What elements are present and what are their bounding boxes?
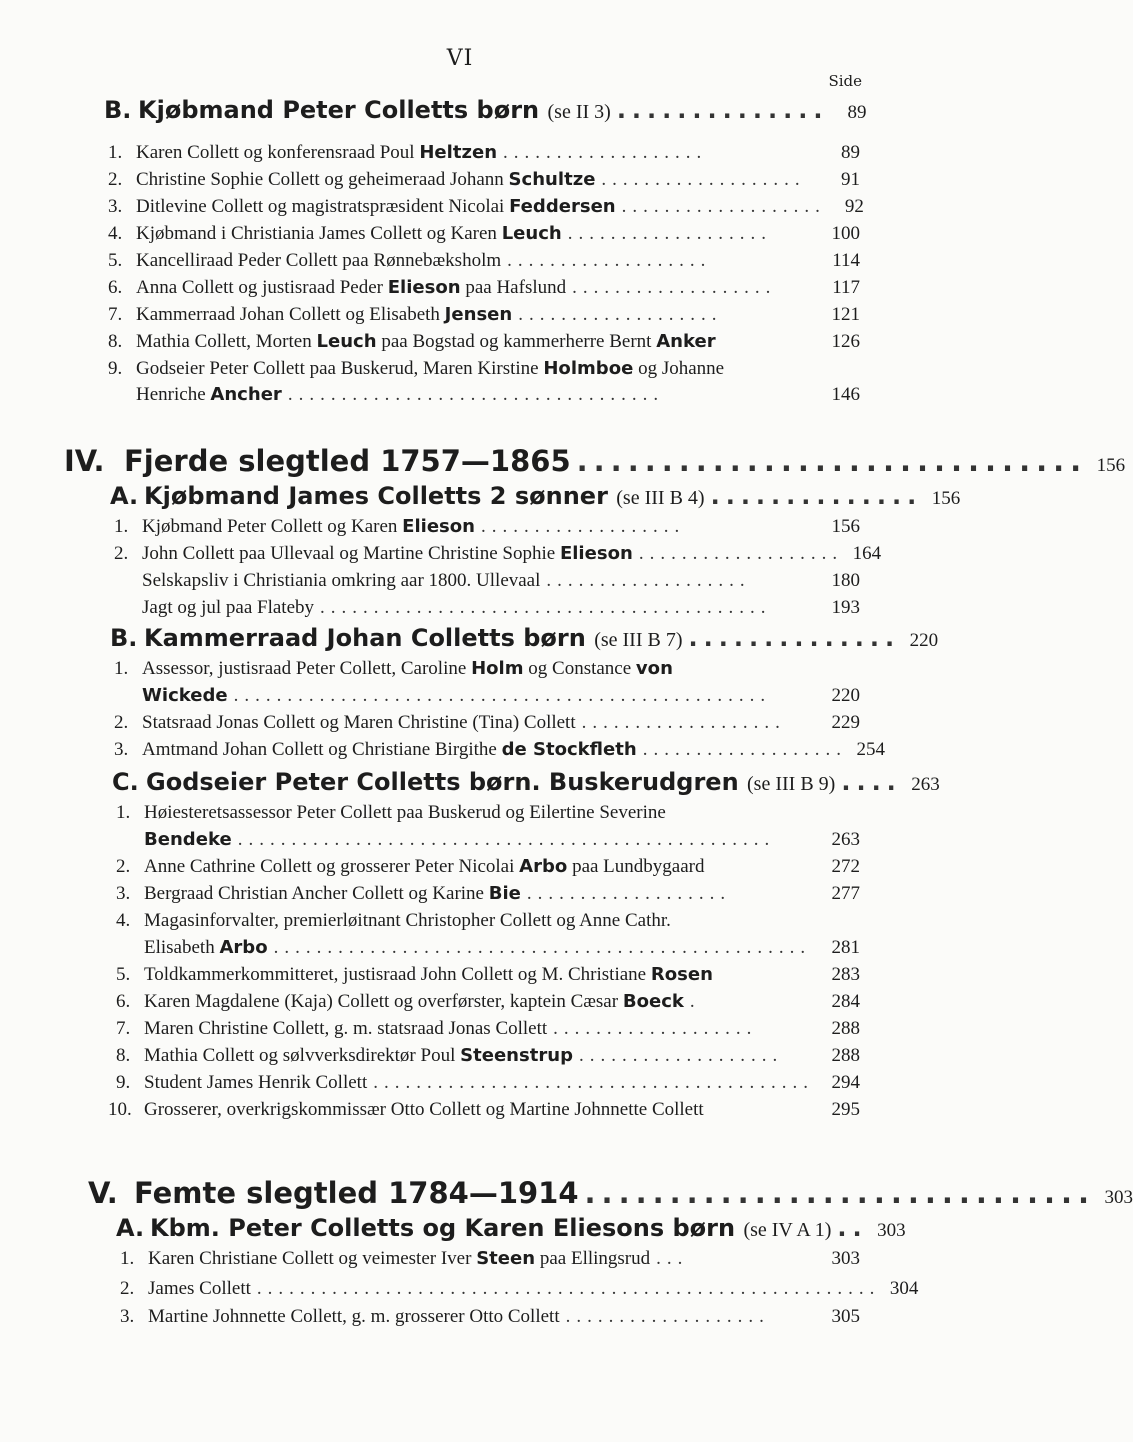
page-ref: 126 (831, 331, 860, 352)
entry-text-tail: og Constance (528, 658, 632, 679)
entry-text: Grosserer, overkrigskommissær Otto Collett og Martine Johnnette Collett (144, 1099, 704, 1120)
entry-text: Henriche (136, 384, 206, 405)
page-ref: 220 (831, 685, 860, 706)
entry-text: Karen Collett og konferensraad Poul (136, 142, 415, 163)
subsection-heading: B. Kammerraad Johan Colletts børn (se III B 7) .............. 220 (110, 624, 939, 652)
entry-number: 5. (116, 964, 131, 985)
entry-text: Bergraad Christian Ancher Collett og Karine (144, 883, 484, 904)
entry-text: Student James Henrik Collett (144, 1072, 368, 1093)
toc-entry (108, 1099, 860, 1121)
entry-text-tail: og Johanne (638, 358, 725, 379)
toc-entry: 7. Kammerraad Johan Collett og Elisabeth Jensen ................... 121 (108, 304, 860, 325)
page-ref: 91 (841, 169, 860, 190)
entry-surname: Elieson (559, 543, 633, 564)
subsection-heading: B. Kjøbmand Peter Colletts børn (se II 3) .............. 89 (104, 96, 867, 124)
entry-text-tail: paa Lundbygaard (572, 856, 705, 877)
toc-entry: 1. Karen Christiane Collett og veimester Iver Steen paa Ellingsrud ... 303 (120, 1248, 860, 1269)
toc-entry: 4. Kjøbmand i Christiania James Collett og Karen Leuch ................... 100 (108, 223, 860, 244)
entry-text-tail: paa Ellingsrud (539, 1248, 651, 1269)
page-ref: 254 (856, 739, 885, 760)
subsection-ref: (se IV A 1) (743, 1219, 832, 1241)
toc-entry: 9. Student James Henrik Collett ......................................... 294 (116, 1072, 860, 1093)
chapter-title: Femte slegtled 1784—1914 (134, 1176, 579, 1210)
entry-text: Elisabeth (144, 937, 215, 958)
entry-number: 2. (116, 856, 131, 877)
entry-surname: Bendeke (144, 829, 232, 850)
entry-text: Kjøbmand i Christiania James Collett og Karen (136, 223, 497, 244)
toc-entry: 2. James Collett .......................................................... 304 (120, 1278, 919, 1299)
page-ref: 180 (831, 570, 860, 591)
toc-entry: 1. Karen Collett og konferensraad Poul Heltzen ................... 89 (108, 142, 860, 163)
entry-surname: Jensen (444, 304, 513, 325)
page-ref: 156 (1096, 455, 1126, 476)
toc-entry (108, 331, 860, 353)
entry-surname: Anker (656, 331, 716, 352)
page-ref: 277 (831, 883, 860, 904)
page-ref: 117 (832, 277, 860, 298)
subsection-letter: A. (110, 482, 139, 510)
toc-entry: 8. Mathia Collett og sølvverksdirektør Poul Steenstrup ................... 288 (116, 1045, 860, 1066)
subsection-ref: (se II 3) (547, 101, 611, 123)
toc-entry: 2. John Collett paa Ullevaal og Martine Christine Sophie Elieson ................... 164 (114, 543, 882, 564)
entry-number: 9. (116, 1072, 131, 1093)
entry-number: 1. (114, 658, 129, 679)
entry-text: Toldkammerkommitteret, justisraad John Collett og M. Christiane (144, 964, 647, 985)
chapter-heading: IV. Fjerde slegtled 1757—1865 .............................. 156 (64, 444, 1126, 478)
page-ref: 92 (844, 196, 864, 217)
page-ref: 303 (877, 1220, 906, 1241)
entry-text: Selskapsliv i Christiania omkring aar 1800. Ullevaal (142, 570, 541, 591)
page-ref: 100 (831, 223, 860, 244)
toc-entry (114, 658, 860, 680)
entry-text: Kammerraad Johan Collett og Elisabeth (136, 304, 440, 325)
entry-surname: Leuch (316, 331, 377, 352)
entry-number: 3. (108, 196, 123, 217)
toc-entry (116, 802, 860, 824)
toc-entry (108, 358, 860, 380)
entry-text-tail: paa Hafslund (465, 277, 567, 298)
page-ref: 156 (831, 516, 860, 537)
page-ref: 303 (831, 1248, 860, 1269)
subsection-letter: A. (116, 1214, 145, 1242)
subsection-ref: (se III B 9) (747, 773, 836, 795)
entry-number: 8. (108, 331, 123, 352)
toc-entry: 6. Anna Collett og justisraad Peder Elieson paa Hafslund ................... 117 (108, 277, 860, 298)
page-ref: 114 (832, 250, 860, 271)
entry-number: 4. (108, 223, 123, 244)
entry-surname: Heltzen (419, 142, 498, 163)
entry-text: Martine Johnnette Collett, g. m. grosserer Otto Collett (148, 1306, 560, 1327)
subsection-title: Kjøbmand James Colletts 2 sønner (144, 482, 608, 510)
entry-number: 8. (116, 1045, 131, 1066)
page-ref: 146 (831, 384, 860, 405)
subsection-heading: A. Kjøbmand James Colletts 2 sønner (se III B 4) .............. 156 (110, 482, 961, 510)
toc-entry: 6. Karen Magdalene (Kaja) Collett og overførster, kaptein Cæsar Boeck . 284 (116, 991, 860, 1012)
page-ref: 272 (831, 856, 860, 877)
entry-text: James Collett (148, 1278, 251, 1299)
page-ref: 263 (911, 774, 940, 795)
toc-entry (116, 964, 860, 986)
entry-number: 3. (116, 883, 131, 904)
entry-surname: von (635, 658, 673, 679)
entry-surname: Rosen (650, 964, 713, 985)
page-ref: 164 (852, 543, 882, 564)
entry-surname: Holmboe (543, 358, 634, 379)
entry-text: Anna Collett og justisraad Peder (136, 277, 383, 298)
toc-entry: 3. Bergraad Christian Ancher Collett og Karine Bie ................... 277 (116, 883, 860, 904)
entry-surname: Wickede (142, 685, 228, 706)
entry-number: 3. (120, 1306, 135, 1327)
toc-entry-continuation: Henriche Ancher ................................... 146 (136, 384, 860, 405)
entry-surname: Feddersen (509, 196, 616, 217)
subsection-title: Kammerraad Johan Colletts børn (144, 624, 586, 652)
entry-text: Statsraad Jonas Collett og Maren Christine (Tina) Collett (142, 712, 576, 733)
entry-surname: Bie (488, 883, 521, 904)
page-ref: 284 (831, 991, 860, 1012)
entry-text-tail: paa Bogstad og kammerherre Bernt (381, 331, 652, 352)
page-ref: 121 (831, 304, 860, 325)
entry-number: 1. (120, 1248, 135, 1269)
entry-surname: de Stockfleth (501, 739, 637, 760)
toc-entry: 1. Kjøbmand Peter Collett og Karen Elieson ................... 156 (114, 516, 860, 537)
entry-surname: Steenstrup (460, 1045, 573, 1066)
entry-surname: Arbo (519, 856, 568, 877)
page-ref: 89 (847, 102, 867, 123)
toc-entry: 3. Amtmand Johan Collett og Christiane Birgithe de Stockfleth ................... 254 (114, 739, 885, 760)
toc-entry-continuation: Wickede .................................................. 220 (142, 685, 860, 706)
entry-number: 6. (116, 991, 131, 1012)
entry-surname: Schultze (508, 169, 596, 190)
entry-number: 3. (114, 739, 129, 760)
chapter-numeral: V. (88, 1176, 118, 1210)
subsection-ref: (se III B 7) (594, 629, 683, 651)
entry-number: 6. (108, 277, 123, 298)
subsection-letter: C. (112, 768, 139, 796)
entry-surname: Holm (471, 658, 524, 679)
entry-text: Godseier Peter Collett paa Buskerud, Maren Kirstine (136, 358, 539, 379)
entry-text: Mathia Collett og sølvverksdirektør Poul (144, 1045, 456, 1066)
toc-entry: 3. Martine Johnnette Collett, g. m. grosserer Otto Collett ................... 305 (120, 1306, 860, 1327)
entry-number: 7. (108, 304, 123, 325)
entry-surname: Elieson (402, 516, 476, 537)
entry-number: 1. (116, 802, 131, 823)
entry-number: 1. (114, 516, 129, 537)
entry-number: 1. (108, 142, 123, 163)
toc-entry: Jagt og jul paa Flateby .......................................... 193 (142, 597, 860, 618)
toc-entry: 3. Ditlevine Collett og magistratspræsident Nicolai Feddersen ................... 92 (108, 196, 864, 217)
toc-entry: Selskapsliv i Christiania omkring aar 1800. Ullevaal ................... 180 (142, 570, 860, 591)
entry-text: Karen Christiane Collett og veimester Iver (148, 1248, 472, 1269)
entry-number: 2. (108, 169, 123, 190)
entry-text: Mathia Collett, Morten (136, 331, 312, 352)
entry-number: 9. (108, 358, 123, 379)
page-ref: 288 (831, 1018, 860, 1039)
entry-surname: Leuch (501, 223, 562, 244)
subsection-heading: C. Godseier Peter Colletts børn. Buskerudgren (se III B 9) .... 263 (112, 768, 940, 796)
toc-entry (116, 910, 860, 932)
entry-text: Høiesteretsassessor Peter Collett paa Buskerud og Eilertine Severine (144, 802, 666, 823)
page-ref: 283 (831, 964, 860, 985)
entry-text: Magasinforvalter, premierløitnant Christopher Collett og Anne Cathr. (144, 910, 671, 931)
subsection-title: Kjøbmand Peter Colletts børn (138, 96, 540, 124)
page-ref: 193 (831, 597, 860, 618)
entry-number: 2. (120, 1278, 135, 1299)
entry-text: Karen Magdalene (Kaja) Collett og overførster, kaptein Cæsar (144, 991, 619, 1012)
page-ref: 294 (831, 1072, 860, 1093)
entry-number: 10. (108, 1099, 132, 1120)
entry-surname: Arbo (219, 937, 268, 958)
entry-text: Anne Cathrine Collett og grosserer Peter Nicolai (144, 856, 515, 877)
entry-number: 2. (114, 712, 129, 733)
toc-entry: 5. Kancelliraad Peder Collett paa Rønnebæksholm ................... 114 (108, 250, 860, 271)
chapter-numeral: IV. (64, 444, 105, 478)
entry-surname: Boeck (622, 991, 684, 1012)
entry-text: Kjøbmand Peter Collett og Karen (142, 516, 398, 537)
toc-entry: 2. Christine Sophie Collett og geheimeraad Johann Schultze ................... 91 (108, 169, 860, 190)
page-ref: 305 (831, 1306, 860, 1327)
subsection-title: Godseier Peter Colletts børn. Buskerudgren (146, 768, 739, 796)
entry-number: 4. (116, 910, 131, 931)
entry-surname: Elieson (387, 277, 461, 298)
entry-text: Jagt og jul paa Flateby (142, 597, 315, 618)
entry-number: 7. (116, 1018, 131, 1039)
entry-text: Ditlevine Collett og magistratspræsident Nicolai (136, 196, 505, 217)
subsection-heading: A. Kbm. Peter Colletts og Karen Eliesons børn (se IV A 1) .. 303 (116, 1214, 906, 1242)
entry-text: Christine Sophie Collett og geheimeraad Johann (136, 169, 504, 190)
entry-surname: Steen (476, 1248, 536, 1269)
entry-surname: Ancher (210, 384, 282, 405)
subsection-letter: B. (110, 624, 138, 652)
entry-text: Maren Christine Collett, g. m. statsraad Jonas Collett (144, 1018, 548, 1039)
entry-number: 2. (114, 543, 129, 564)
chapter-title: Fjerde slegtled 1757—1865 (124, 444, 571, 478)
toc-entry-continuation: Bendeke .................................................. 263 (144, 829, 860, 850)
entry-text: Kancelliraad Peder Collett paa Rønnebæksholm (136, 250, 502, 271)
page-ref: 303 (1104, 1187, 1133, 1208)
subsection-title: Kbm. Peter Colletts og Karen Eliesons børn (150, 1214, 736, 1242)
subsection-letter: B. (104, 96, 132, 124)
entry-text: Assessor, justisraad Peter Collett, Caroline (142, 658, 467, 679)
chapter-heading: V. Femte slegtled 1784—1914 .............................. 303 (88, 1176, 1133, 1210)
subsection-ref: (se III B 4) (616, 487, 705, 509)
page-ref: 156 (931, 488, 961, 509)
page-ref: 263 (831, 829, 860, 850)
entry-text: John Collett paa Ullevaal og Martine Christine Sophie (142, 543, 556, 564)
page-ref: 220 (909, 630, 939, 651)
toc-entry (116, 856, 860, 878)
page-ref: 89 (841, 142, 860, 163)
entry-text: Amtmand Johan Collett og Christiane Birgithe (142, 739, 497, 760)
page-ref: 281 (831, 937, 860, 958)
page-ref: 288 (831, 1045, 860, 1066)
page-number: VI (446, 46, 474, 71)
page-ref: 304 (889, 1278, 919, 1299)
entry-number: 5. (108, 250, 123, 271)
page-ref: 229 (831, 712, 860, 733)
side-column-label: Side (828, 72, 862, 90)
toc-entry-continuation: Elisabeth Arbo .................................................. 281 (144, 937, 860, 958)
toc-entry: 2. Statsraad Jonas Collett og Maren Christine (Tina) Collett ................... 229 (114, 712, 860, 733)
toc-entry: 7. Maren Christine Collett, g. m. statsraad Jonas Collett ................... 288 (116, 1018, 860, 1039)
page-ref: 295 (831, 1099, 860, 1120)
